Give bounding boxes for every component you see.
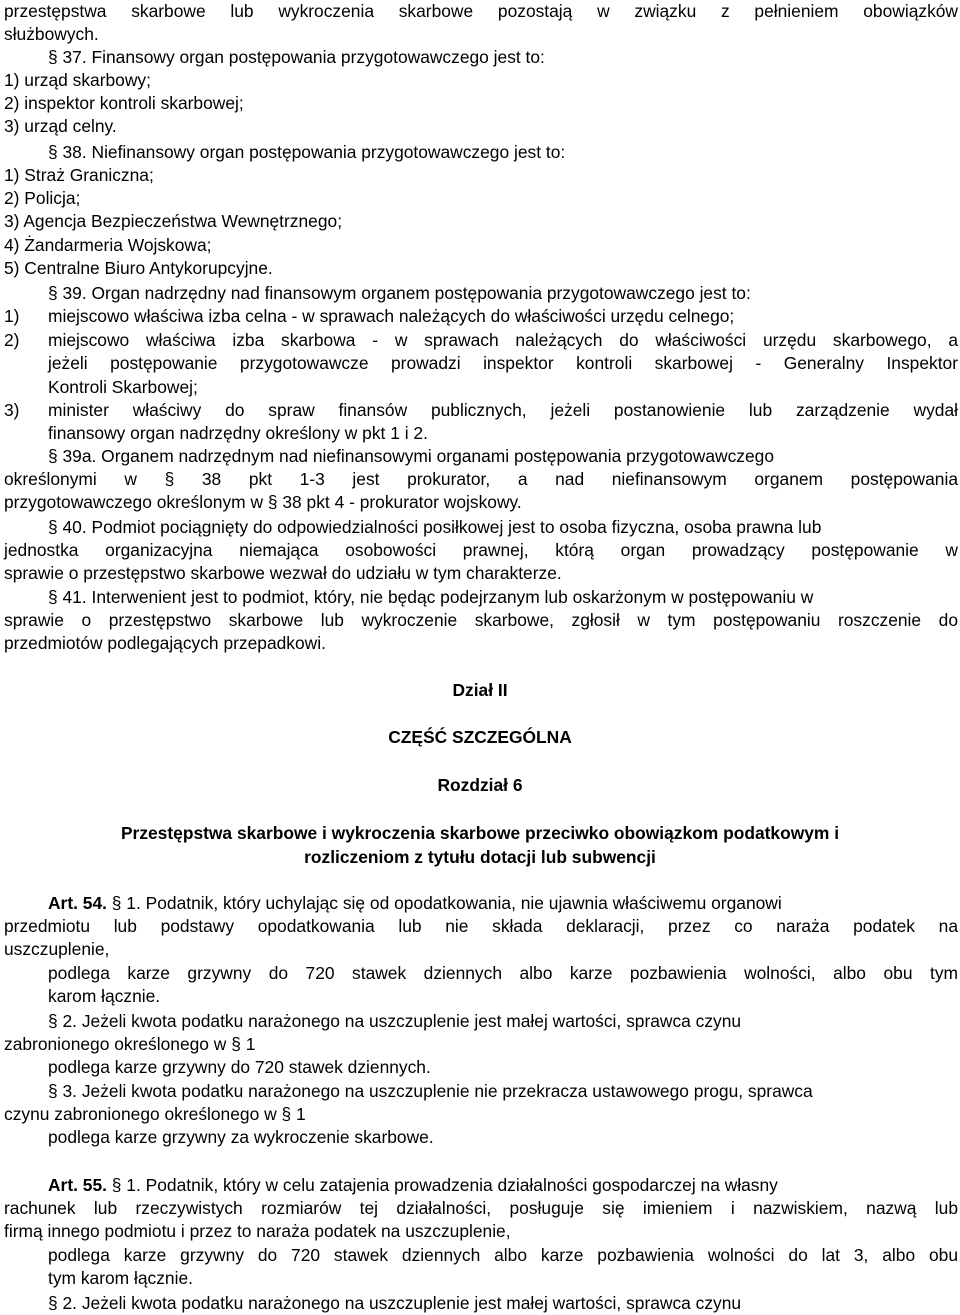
text-line: § 40. Podmiot pociągnięty do odpowiedzialności posiłkowej jest to osoba fizyczna, osoba prawna lub (48, 517, 822, 537)
text-line: sprawie o przestępstwo skarbowe wezwał do udziału w tym charakterze. (4, 563, 562, 583)
text-line: karom łącznie. (48, 986, 161, 1006)
article-text: § 1. Podatnik, który uchylając się od opodatkowania, nie ujawnia właściwemu organowi (106, 893, 782, 913)
text-line: 1) urząd skarbowy; (4, 70, 151, 90)
section-heading: Przestępstwa skarbowe i wykroczenia skarbowe przeciwko obowiązkom podatkowym i (120, 823, 840, 843)
text-line: firmą innego podmiotu i przez to naraża podatek na uszczuplenie, (4, 1221, 511, 1241)
text-line: podlega karze grzywny za wykroczenie skarbowe. (48, 1127, 434, 1147)
text-line: przygotowawczego określonym w § 38 pkt 4 - prokurator wojskowy. (4, 492, 522, 512)
text-line: uszczuplenie, (4, 939, 110, 959)
text-line: § 2. Jeżeli kwota podatku narażonego na uszczuplenie jest małej wartości, sprawca czynu (48, 1011, 742, 1031)
article-text: § 1. Podatnik, który w celu zatajenia prowadzenia działalności gospodarczej na własny (106, 1175, 778, 1195)
text-line: § 39. Organ nadrzędny nad finansowym organem postępowania przygotowawczego jest to: (48, 283, 751, 303)
text-line: 2) Policja; (4, 188, 81, 208)
text-line: miejscowo właściwa izba celna - w sprawach należących do właściwości urzędu celnego; (48, 306, 735, 326)
text-line: podlega karze grzywny do 720 stawek dziennych albo karze pozbawienia wolności, albo obu tym (48, 963, 958, 983)
section-heading: Dział II (452, 680, 508, 700)
text-line: sprawie o przestępstwo skarbowe lub wykroczenie skarbowe, zgłosił w tym postępowaniu roszczenie do (4, 610, 958, 630)
text-line: § 2. Jeżeli kwota podatku narażonego na uszczuplenie jest małej wartości, sprawca czynu (48, 1293, 742, 1313)
text-line: przestępstwa skarbowe lub wykroczenia skarbowe pozostają w związku z pełnieniem obowiązków (4, 1, 958, 21)
text-line (48, 892, 782, 915)
text-line: przedmiotów podlegających przepadkowi. (4, 633, 326, 653)
text-line: § 38. Niefinansowy organ postępowania przygotowawczego jest to: (48, 142, 566, 162)
text-line: służbowych. (4, 24, 99, 44)
article-number: Art. 54. (48, 893, 107, 913)
text-line: 1) Straż Graniczna; (4, 165, 154, 185)
text-line: przedmiotu lub podstawy opodatkowania lub nie składa deklaracji, przez co naraża podatek na (4, 916, 958, 936)
text-line: jeżeli postępowanie przygotowawcze prowadzi inspektor kontroli skarbowej - Generalny Inspektor (48, 353, 958, 373)
text-line: tym karom łącznie. (48, 1268, 193, 1288)
text-line: rachunek lub rzeczywistych rozmiarów tej działalności, posługuje się imieniem i nazwiskiem, nazwą lub (4, 1198, 958, 1218)
text-line: podlega karze grzywny do 720 stawek dziennych. (48, 1057, 431, 1077)
text-line: zabronionego określonego w § 1 (4, 1034, 256, 1054)
section-heading: rozliczeniom z tytułu dotacji lub subwencji (304, 847, 656, 867)
text-line: finansowy organ nadrzędny określony w pkt 1 i 2. (48, 423, 428, 443)
text-line: 2) (4, 330, 20, 350)
text-line: 3) (4, 400, 20, 420)
text-line: Kontroli Skarbowej; (48, 377, 198, 397)
text-line: 4) Żandarmeria Wojskowa; (4, 235, 212, 255)
text-line: § 3. Jeżeli kwota podatku narażonego na uszczuplenie nie przekracza ustawowego progu, sprawca (48, 1081, 813, 1101)
text-line: określonymi w § 38 pkt 1-3 jest prokurator, a nad niefinansowym organem postępowania (4, 469, 958, 489)
text-line: § 41. Interwenient jest to podmiot, który, nie będąc podejrzanym lub oskarżonym w postępowaniu w (48, 587, 814, 607)
text-line: czynu zabronionego określonego w § 1 (4, 1104, 306, 1124)
text-line (48, 1174, 778, 1197)
text-line: minister właściwy do spraw finansów publicznych, jeżeli postanowienie lub zarządzenie wydał (48, 400, 958, 420)
section-heading: CZĘŚĆ SZCZEGÓLNA (388, 727, 572, 747)
article-number: Art. 55. (48, 1175, 107, 1195)
section-heading: Rozdział 6 (437, 775, 523, 795)
text-line: 2) inspektor kontroli skarbowej; (4, 93, 244, 113)
text-line: 1) (4, 306, 20, 326)
text-line: jednostka organizacyjna niemająca osobowości prawnej, którą organ prowadzący postępowanie w (4, 540, 958, 560)
text-line: podlega karze grzywny do 720 stawek dziennych albo karze pozbawienia wolności do lat 3, albo obu (48, 1245, 958, 1265)
text-line: 3) urząd celny. (4, 116, 117, 136)
text-line: § 39a. Organem nadrzędnym nad niefinansowymi organami postępowania przygotowawczego (48, 446, 774, 466)
text-line: § 37. Finansowy organ postępowania przygotowawczego jest to: (48, 47, 545, 67)
text-line: 3) Agencja Bezpieczeństwa Wewnętrznego; (4, 211, 343, 231)
text-line: 5) Centralne Biuro Antykorupcyjne. (4, 258, 273, 278)
text-line: miejscowo właściwa izba skarbowa - w sprawach należących do właściwości urzędu skarbowego, a (48, 330, 958, 350)
